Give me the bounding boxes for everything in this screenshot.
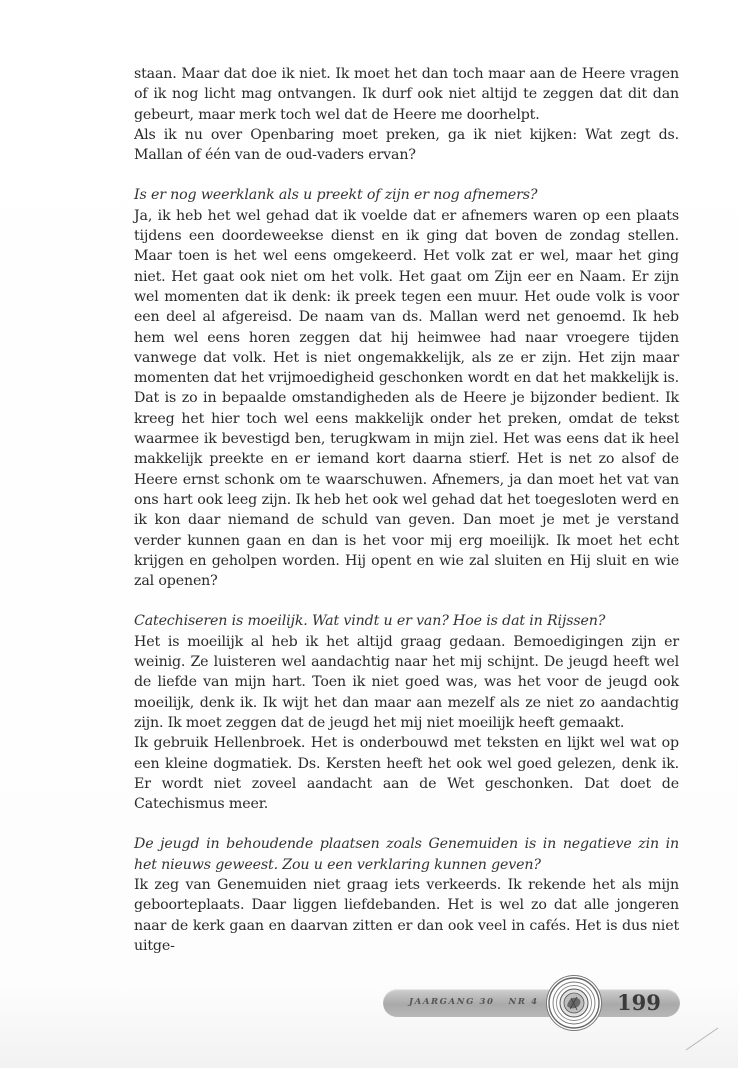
scan-corner-mark (682, 1022, 722, 1054)
interview-question: Catechiseren is moeilijk. Wat vindt u er van? Hoe is dat in Rijssen? (134, 613, 606, 630)
paragraph-gap (134, 591, 679, 611)
paragraph: Als ik nu over Openbaring moet preken, ga ik niet kijken: Wat zegt ds. Mallan of één van de oud-vaders ervan? (134, 126, 679, 164)
page-footer (383, 976, 680, 1030)
issue-number-label: NR 4 (508, 997, 539, 1007)
interview-question: Is er nog weerklank als u preekt of zijn er nog afnemers? (134, 187, 538, 204)
interview-answer: Ik gebruik Hellenbroek. Het is onderbouwd met teksten en lijkt wel wat op een kleine dogmatiek. Ds. Kersten heeft het ook wel goed gelezen, denk ik. Er wordt niet zoveel aandacht aan de Wet geschonken. Dat doet de Catechismus meer. (134, 735, 679, 813)
issue-label (409, 997, 539, 1007)
paragraph-gap (134, 814, 679, 834)
paragraph-gap (134, 165, 679, 185)
article-body (134, 64, 679, 956)
interview-question: De jeugd in behoudende plaatsen zoals Genemuiden is in negatieve zin in het nieuws geweest. Zou u een verklaring kunnen geven? (134, 836, 679, 873)
interview-answer: Ik zeg van Genemuiden niet graag iets verkeerds. Ik rekende het als mijn geboorteplaats. Daar liggen liefdebanden. Het is wel zo dat alle jongeren naar de kerk gaan en daarvan zitten er dan ook veel in cafés. Het is dus niet uitge- (134, 876, 679, 954)
page-number: 199 (617, 990, 661, 1015)
interview-answer: Het is moeilijk al heb ik het altijd graag gedaan. Bemoedigingen zijn er weinig. Ze luisteren wel aandachtig naar het mij schijnt. De jeugd heeft wel de liefde van mijn hart. Toen ik niet goed was, was het voor de jeugd ook moeilijk, denk ik. Ik wijt het dan maar aan mezelf als ze niet zo aandachtig zijn. Ik moet zeggen dat de jeugd het mij niet moeilijk heeft gemaakt. (134, 633, 679, 731)
volume-label: JAARGANG 30 (409, 997, 495, 1007)
interview-answer: Ja, ik heb het wel gehad dat ik voelde dat er afnemers waren op een plaats tijdens een doordeweekse dienst en ik ging dat boven de zondag stellen. Maar toen is het wel eens omgekeerd. Het volk zat er wel, maar het ging niet. Het gaat ook niet om het volk. Het gaat om Zijn eer en Naam. Er zijn wel momenten dat ik denk: ik preek tegen een muur. Het oude volk is voor een deel al afgereisd. De naam van ds. Mallan werd net genoemd. Ik heb hem wel eens horen zeggen dat hij heimwee had naar vroegere tijden vanwege dat volk. Het is niet ongemakkelijk, als ze er zijn. Het zijn maar momenten dat het vrijmoedigheid geschonken wordt en dat het makkelijk is. Dat is zo in bepaalde omstandigheden als de Heere je bijzonder bedient. Ik kreeg het hier toch wel eens makkelijk onder het preken, omdat de tekst waarmee ik bevestigd ben, terugkwam in mijn ziel. Het was eens dat ik heel makkelijk preekte en er iemand kort daarna stierf. Het is net zo alsof de Heere ernst schonk om te waarschuwen. Afnemers, ja dan moet het vat van ons hart ook leeg zijn. Ik heb het ook wel gehad dat het toegesloten werd en ik kon daar niemand de schuld van geven. Dan moet je met je verstand verder kunnen gaan en dan is het voor mij erg moeilijk. Ik moet het echt krijgen en geholpen worden. Hij opent en wie zal sluiten en Hij sluit en wie zal openen? (134, 207, 679, 590)
paragraph: staan. Maar dat doe ik niet. Ik moet het dan toch maar aan de Heere vragen of ik nog licht mag ontvangen. Ik durf ook niet altijd te zeggen dat dit dan gebeurt, maar merk toch wel dat de Heere me doorhelpt. (134, 66, 679, 123)
emblem-seal-icon (547, 976, 601, 1030)
